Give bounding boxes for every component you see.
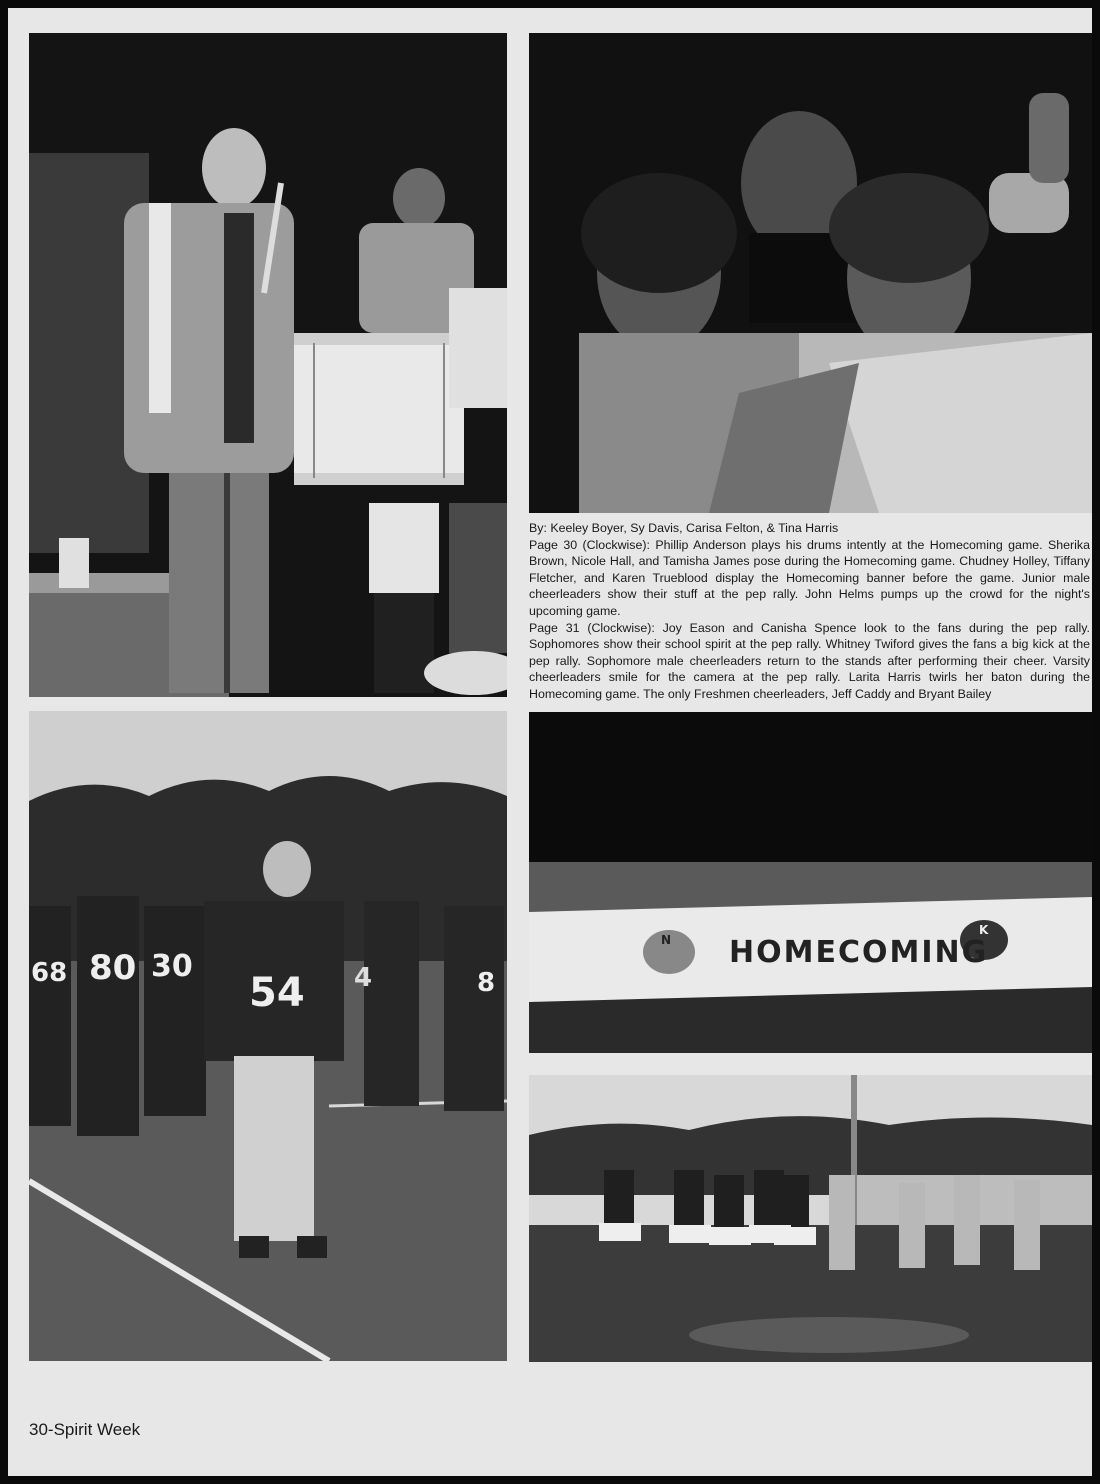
jersey-number-80: 80 (89, 948, 137, 988)
jersey-number-8: 8 (477, 968, 496, 998)
three-girls-photo (529, 33, 1092, 513)
photo-caption (529, 520, 1090, 704)
jersey-number-30: 30 (151, 949, 193, 984)
yearbook-page (8, 8, 1092, 1476)
caption-page31: Page 31 (Clockwise): Joy Eason and Canisha Spence look to the fans during the pep rally. Sophomores show their school spirit at the pep rally. Whitney Twiford gives the fans a big kick at the pep rally. Sophomore male cheerleaders return to the stands after performing their cheer. Varsity cheerleaders smile for the camera at the pep rally. Larita Harris twirls her baton during the Homecoming game. The only Freshmen cheerleaders, Jeff Caddy and Bryant Bailey (529, 620, 1090, 701)
banner-text: HOMECOMING (729, 935, 989, 970)
page-folio: 30-Spirit Week (29, 1420, 141, 1439)
drummer-photo (29, 33, 507, 697)
jersey-boys-photo (29, 711, 507, 1361)
jersey-number-54: 54 (249, 970, 305, 1016)
caption-byline: By: Keeley Boyer, Sy Davis, Carisa Felton, & Tina Harris (529, 521, 839, 535)
jersey-number-4: 4 (354, 963, 373, 993)
caption-page30: Page 30 (Clockwise): Phillip Anderson plays his drums intently at the Homecoming game. Sherika Brown, Nicole Hall, and Tamisha James pose during the Homecoming game. Chudney Holley, Tiffany Fletcher, and Karen Trueblood display the Homecoming banner before the game. Junior male cheerleaders show their stuff at the pep rally. John Helms pumps up the crowd for the night's upcoming game. (529, 537, 1090, 618)
banner-letter-k: K (979, 923, 989, 937)
homecoming-banner-photo (529, 712, 1092, 1053)
banner-letter-n: N (661, 933, 672, 947)
cheerleaders-field-photo (529, 1075, 1092, 1362)
jersey-number-68: 68 (31, 958, 68, 988)
